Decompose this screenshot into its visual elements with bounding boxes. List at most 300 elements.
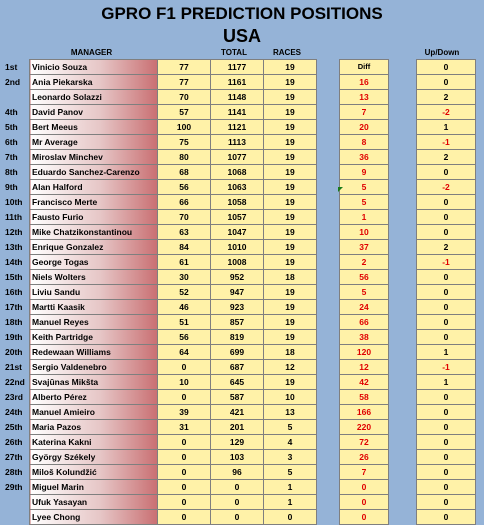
updown-header: Up/Down bbox=[424, 48, 460, 57]
updown-cell: 0 bbox=[417, 495, 476, 510]
race-points-cell: 66 bbox=[158, 195, 211, 210]
diff-cell: 66 bbox=[340, 315, 389, 330]
spacer bbox=[389, 375, 417, 390]
total-cell: 1057 bbox=[211, 210, 264, 225]
position-cell: 17th bbox=[5, 302, 23, 312]
diff-header-cell: Diff bbox=[340, 60, 389, 75]
total-cell: 1010 bbox=[211, 240, 264, 255]
spacer bbox=[389, 165, 417, 180]
race-points-cell: 0 bbox=[158, 435, 211, 450]
spacer bbox=[317, 315, 340, 330]
spacer bbox=[317, 375, 340, 390]
spacer bbox=[389, 270, 417, 285]
total-cell: 1141 bbox=[211, 105, 264, 120]
position-cell: 24th bbox=[5, 407, 23, 417]
race-points-cell: 80 bbox=[158, 150, 211, 165]
table-row bbox=[4, 405, 476, 420]
table-row bbox=[4, 90, 476, 105]
spacer bbox=[389, 90, 417, 105]
position-cell bbox=[4, 495, 30, 510]
spacer bbox=[389, 60, 417, 75]
spacer bbox=[317, 180, 340, 195]
races-cell: 19 bbox=[264, 150, 317, 165]
diff-cell: 0 bbox=[340, 495, 389, 510]
diff-cell: 72 bbox=[340, 435, 389, 450]
updown-cell: 0 bbox=[417, 420, 476, 435]
updown-cell: 0 bbox=[417, 165, 476, 180]
spacer bbox=[389, 495, 417, 510]
spacer bbox=[317, 210, 340, 225]
spacer bbox=[317, 405, 340, 420]
position-cell: 18th bbox=[5, 317, 23, 327]
table-row bbox=[4, 435, 476, 450]
table-row bbox=[4, 105, 476, 120]
updown-cell: 2 bbox=[417, 90, 476, 105]
diff-cell: 36 bbox=[340, 150, 389, 165]
updown-cell: 0 bbox=[417, 435, 476, 450]
updown-cell: 1 bbox=[417, 120, 476, 135]
total-cell: 699 bbox=[211, 345, 264, 360]
total-cell: 947 bbox=[211, 285, 264, 300]
spacer bbox=[389, 120, 417, 135]
diff-cell: 26 bbox=[340, 450, 389, 465]
updown-cell: 2 bbox=[417, 150, 476, 165]
manager-name-cell: Miroslav Minchev bbox=[30, 150, 158, 165]
table-row bbox=[4, 225, 476, 240]
spacer bbox=[317, 255, 340, 270]
page-subtitle: USA bbox=[222, 26, 261, 46]
manager-name-cell: Svajūnas Mikšta bbox=[30, 375, 158, 390]
updown-cell: 0 bbox=[417, 270, 476, 285]
spacer bbox=[389, 225, 417, 240]
spacer bbox=[317, 390, 340, 405]
total-cell: 0 bbox=[211, 480, 264, 495]
updown-cell: 0 bbox=[417, 510, 476, 525]
total-header: TOTAL bbox=[221, 48, 247, 57]
races-cell: 19 bbox=[264, 180, 317, 195]
spacer bbox=[389, 390, 417, 405]
spacer bbox=[389, 150, 417, 165]
updown-cell: 0 bbox=[417, 480, 476, 495]
manager-name-cell: Katerina Kakni bbox=[30, 435, 158, 450]
race-points-cell: 0 bbox=[158, 465, 211, 480]
updown-cell: 0 bbox=[417, 450, 476, 465]
spacer bbox=[317, 270, 340, 285]
table-row bbox=[4, 195, 476, 210]
manager-name-cell: Alan Halford bbox=[30, 180, 158, 195]
table-row bbox=[4, 480, 476, 495]
position-cell: 15th bbox=[5, 272, 23, 282]
races-header: RACES bbox=[272, 48, 301, 57]
races-cell: 19 bbox=[264, 300, 317, 315]
manager-header: MANAGER bbox=[70, 48, 113, 57]
table-row bbox=[4, 240, 476, 255]
table-row bbox=[4, 315, 476, 330]
manager-name-cell: Francisco Merte bbox=[30, 195, 158, 210]
spacer bbox=[389, 360, 417, 375]
races-cell: 19 bbox=[264, 195, 317, 210]
spacer bbox=[317, 195, 340, 210]
spacer bbox=[317, 240, 340, 255]
updown-cell: -2 bbox=[417, 105, 476, 120]
races-cell: 19 bbox=[264, 120, 317, 135]
table-row bbox=[4, 270, 476, 285]
manager-name-cell: Ufuk Yasayan bbox=[30, 495, 158, 510]
races-cell: 12 bbox=[264, 360, 317, 375]
total-cell: 0 bbox=[211, 510, 264, 525]
table-row bbox=[4, 450, 476, 465]
races-cell: 19 bbox=[264, 75, 317, 90]
table-row bbox=[4, 255, 476, 270]
manager-name-cell: Keith Partridge bbox=[30, 330, 158, 345]
race-points-cell: 70 bbox=[158, 90, 211, 105]
diff-cell: 7 bbox=[340, 465, 389, 480]
race-points-cell: 77 bbox=[158, 60, 211, 75]
diff-cell: 120 bbox=[340, 345, 389, 360]
diff-cell: 9 bbox=[340, 165, 389, 180]
manager-name-cell: Ania Piekarska bbox=[30, 75, 158, 90]
manager-name-cell: Mike Chatzikonstantinou bbox=[30, 225, 158, 240]
spacer bbox=[317, 165, 340, 180]
total-cell: 819 bbox=[211, 330, 264, 345]
race-points-cell: 31 bbox=[158, 420, 211, 435]
manager-name-cell: Liviu Sandu bbox=[30, 285, 158, 300]
races-cell: 19 bbox=[264, 285, 317, 300]
races-cell: 18 bbox=[264, 345, 317, 360]
cell-comment-marker bbox=[338, 187, 343, 192]
updown-cell: 2 bbox=[417, 240, 476, 255]
table-row bbox=[4, 165, 476, 180]
spacer bbox=[317, 105, 340, 120]
diff-cell: 16 bbox=[340, 75, 389, 90]
table-row bbox=[4, 495, 476, 510]
race-points-cell: 0 bbox=[158, 360, 211, 375]
diff-cell: 37 bbox=[340, 240, 389, 255]
table-row bbox=[4, 420, 476, 435]
manager-name-cell: Niels Wolters bbox=[30, 270, 158, 285]
races-cell: 5 bbox=[264, 465, 317, 480]
manager-name-cell: Redewaan Williams bbox=[30, 345, 158, 360]
spacer bbox=[389, 105, 417, 120]
manager-name-cell: Miguel Marin bbox=[30, 480, 158, 495]
position-cell: 11th bbox=[5, 212, 23, 222]
races-cell: 18 bbox=[264, 270, 317, 285]
total-cell: 645 bbox=[211, 375, 264, 390]
manager-name-cell: Enrique Gonzalez bbox=[30, 240, 158, 255]
diff-cell: 5 bbox=[340, 195, 389, 210]
race-points-cell: 0 bbox=[158, 510, 211, 525]
races-cell: 3 bbox=[264, 450, 317, 465]
spacer bbox=[389, 345, 417, 360]
position-cell: 6th bbox=[5, 137, 18, 147]
position-cell: 1st bbox=[5, 62, 18, 72]
position-cell bbox=[4, 90, 30, 105]
spacer bbox=[389, 450, 417, 465]
races-cell: 19 bbox=[264, 90, 317, 105]
races-cell: 19 bbox=[264, 255, 317, 270]
spacer bbox=[317, 150, 340, 165]
position-cell: 5th bbox=[5, 122, 18, 132]
diff-cell: 1 bbox=[340, 210, 389, 225]
manager-name-cell: Fausto Furio bbox=[30, 210, 158, 225]
updown-cell: 0 bbox=[417, 285, 476, 300]
diff-cell: 10 bbox=[340, 225, 389, 240]
races-cell: 10 bbox=[264, 390, 317, 405]
spacer bbox=[389, 480, 417, 495]
position-cell: 16th bbox=[5, 287, 23, 297]
total-cell: 1121 bbox=[211, 120, 264, 135]
table-row bbox=[4, 390, 476, 405]
spacer bbox=[317, 360, 340, 375]
spacer bbox=[389, 240, 417, 255]
races-cell: 19 bbox=[264, 105, 317, 120]
manager-name-cell: Lyee Chong bbox=[30, 510, 158, 525]
position-cell: 28th bbox=[5, 467, 23, 477]
total-cell: 923 bbox=[211, 300, 264, 315]
diff-cell: 0 bbox=[340, 510, 389, 525]
manager-name-cell: Maria Pazos bbox=[30, 420, 158, 435]
spacer bbox=[317, 465, 340, 480]
spacer bbox=[317, 330, 340, 345]
spacer bbox=[389, 315, 417, 330]
race-points-cell: 64 bbox=[158, 345, 211, 360]
total-cell: 1177 bbox=[211, 60, 264, 75]
position-cell: 25th bbox=[5, 422, 23, 432]
race-points-cell: 39 bbox=[158, 405, 211, 420]
races-cell: 19 bbox=[264, 315, 317, 330]
total-cell: 1113 bbox=[211, 135, 264, 150]
position-cell: 22nd bbox=[5, 377, 25, 387]
race-points-cell: 68 bbox=[158, 165, 211, 180]
spacer bbox=[389, 135, 417, 150]
diff-cell: 166 bbox=[340, 405, 389, 420]
updown-cell: 0 bbox=[417, 210, 476, 225]
race-points-cell: 0 bbox=[158, 480, 211, 495]
spacer bbox=[317, 225, 340, 240]
table-row bbox=[4, 330, 476, 345]
spacer bbox=[389, 300, 417, 315]
diff-cell: 8 bbox=[340, 135, 389, 150]
race-points-cell: 30 bbox=[158, 270, 211, 285]
table-row bbox=[4, 150, 476, 165]
spacer bbox=[317, 135, 340, 150]
manager-name-cell: Mr Average bbox=[30, 135, 158, 150]
race-points-cell: 56 bbox=[158, 180, 211, 195]
total-cell: 421 bbox=[211, 405, 264, 420]
updown-cell: 0 bbox=[417, 330, 476, 345]
diff-cell: 24 bbox=[340, 300, 389, 315]
races-cell: 4 bbox=[264, 435, 317, 450]
race-points-cell: 63 bbox=[158, 225, 211, 240]
spacer bbox=[389, 210, 417, 225]
race-points-cell: 51 bbox=[158, 315, 211, 330]
races-cell: 5 bbox=[264, 420, 317, 435]
diff-cell: 13 bbox=[340, 90, 389, 105]
races-cell: 19 bbox=[264, 210, 317, 225]
spacer bbox=[317, 60, 340, 75]
races-cell: 19 bbox=[264, 225, 317, 240]
position-cell: 26th bbox=[5, 437, 23, 447]
page-title: GPRO F1 PREDICTION POSITIONS bbox=[101, 4, 383, 23]
spacer bbox=[317, 75, 340, 90]
manager-name-cell: Martti Kaasik bbox=[30, 300, 158, 315]
position-cell: 7th bbox=[5, 152, 18, 162]
updown-cell: 1 bbox=[417, 375, 476, 390]
total-cell: 1063 bbox=[211, 180, 264, 195]
total-cell: 1058 bbox=[211, 195, 264, 210]
spacer bbox=[389, 180, 417, 195]
updown-cell: 0 bbox=[417, 315, 476, 330]
table-row bbox=[4, 180, 476, 195]
diff-cell: 5 bbox=[340, 285, 389, 300]
table-row bbox=[4, 120, 476, 135]
total-cell: 129 bbox=[211, 435, 264, 450]
total-cell: 952 bbox=[211, 270, 264, 285]
spacer bbox=[389, 285, 417, 300]
race-points-cell: 70 bbox=[158, 210, 211, 225]
position-cell: 14th bbox=[5, 257, 23, 267]
total-cell: 201 bbox=[211, 420, 264, 435]
total-cell: 1077 bbox=[211, 150, 264, 165]
table-row bbox=[4, 465, 476, 480]
races-cell: 19 bbox=[264, 375, 317, 390]
updown-cell: 0 bbox=[417, 60, 476, 75]
position-cell: 29th bbox=[5, 482, 23, 492]
spacer bbox=[389, 405, 417, 420]
total-cell: 0 bbox=[211, 495, 264, 510]
spacer bbox=[389, 195, 417, 210]
spacer bbox=[389, 510, 417, 525]
table-row bbox=[4, 135, 476, 150]
races-cell: 1 bbox=[264, 495, 317, 510]
spacer bbox=[317, 345, 340, 360]
race-points-cell: 52 bbox=[158, 285, 211, 300]
spacer bbox=[317, 90, 340, 105]
spacer bbox=[389, 255, 417, 270]
races-cell: 0 bbox=[264, 510, 317, 525]
table-row bbox=[4, 60, 476, 75]
position-cell: 2nd bbox=[5, 77, 21, 87]
spacer bbox=[317, 120, 340, 135]
position-cell: 27th bbox=[5, 452, 23, 462]
position-cell: 20th bbox=[5, 347, 23, 357]
position-cell: 4th bbox=[5, 107, 18, 117]
manager-name-cell: Vinicio Souza bbox=[30, 60, 158, 75]
races-cell: 19 bbox=[264, 330, 317, 345]
race-points-cell: 0 bbox=[158, 390, 211, 405]
race-points-cell: 56 bbox=[158, 330, 211, 345]
updown-cell: -1 bbox=[417, 255, 476, 270]
manager-name-cell: Manuel Reyes bbox=[30, 315, 158, 330]
updown-cell: 0 bbox=[417, 300, 476, 315]
spacer bbox=[389, 435, 417, 450]
updown-cell: -2 bbox=[417, 180, 476, 195]
table-row bbox=[4, 210, 476, 225]
total-cell: 587 bbox=[211, 390, 264, 405]
position-cell: 12th bbox=[5, 227, 23, 237]
updown-cell: 0 bbox=[417, 390, 476, 405]
races-cell: 1 bbox=[264, 480, 317, 495]
updown-cell: 0 bbox=[417, 75, 476, 90]
spacer bbox=[389, 420, 417, 435]
diff-cell: 220 bbox=[340, 420, 389, 435]
races-cell: 19 bbox=[264, 135, 317, 150]
position-cell: 21st bbox=[5, 362, 23, 372]
manager-name-cell: Sergio Valdenebro bbox=[30, 360, 158, 375]
updown-cell: -1 bbox=[417, 360, 476, 375]
manager-name-cell: Bert Meeus bbox=[30, 120, 158, 135]
table-row bbox=[4, 360, 476, 375]
spacer bbox=[317, 285, 340, 300]
spacer bbox=[317, 300, 340, 315]
updown-cell: 0 bbox=[417, 195, 476, 210]
race-points-cell: 61 bbox=[158, 255, 211, 270]
table-row bbox=[4, 375, 476, 390]
spacer bbox=[317, 420, 340, 435]
diff-cell: 58 bbox=[340, 390, 389, 405]
total-cell: 96 bbox=[211, 465, 264, 480]
standings-table bbox=[4, 59, 476, 525]
diff-cell: 56 bbox=[340, 270, 389, 285]
table-row bbox=[4, 345, 476, 360]
manager-name-cell: György Székely bbox=[30, 450, 158, 465]
diff-cell: 42 bbox=[340, 375, 389, 390]
diff-cell: 0 bbox=[340, 480, 389, 495]
manager-name-cell: David Panov bbox=[30, 105, 158, 120]
race-points-cell: 0 bbox=[158, 495, 211, 510]
total-cell: 687 bbox=[211, 360, 264, 375]
race-points-cell: 75 bbox=[158, 135, 211, 150]
position-cell: 13th bbox=[5, 242, 23, 252]
total-cell: 1008 bbox=[211, 255, 264, 270]
spacer bbox=[317, 450, 340, 465]
updown-cell: -1 bbox=[417, 135, 476, 150]
total-cell: 1161 bbox=[211, 75, 264, 90]
race-points-cell: 57 bbox=[158, 105, 211, 120]
manager-name-cell: Leonardo Solazzi bbox=[30, 90, 158, 105]
manager-name-cell: Manuel Amieiro bbox=[30, 405, 158, 420]
position-cell: 19th bbox=[5, 332, 23, 342]
position-cell: 23rd bbox=[5, 392, 23, 402]
manager-name-cell: Eduardo Sanchez-Carenzo bbox=[30, 165, 158, 180]
diff-cell: 38 bbox=[340, 330, 389, 345]
total-cell: 1047 bbox=[211, 225, 264, 240]
diff-cell: 7 bbox=[340, 105, 389, 120]
races-cell: 19 bbox=[264, 165, 317, 180]
total-cell: 1068 bbox=[211, 165, 264, 180]
spacer bbox=[317, 435, 340, 450]
spacer bbox=[389, 75, 417, 90]
race-points-cell: 84 bbox=[158, 240, 211, 255]
total-cell: 857 bbox=[211, 315, 264, 330]
races-cell: 13 bbox=[264, 405, 317, 420]
updown-cell: 1 bbox=[417, 345, 476, 360]
table-row bbox=[4, 75, 476, 90]
table-row bbox=[4, 300, 476, 315]
spacer bbox=[317, 495, 340, 510]
updown-cell: 0 bbox=[417, 405, 476, 420]
diff-cell: 20 bbox=[340, 120, 389, 135]
spacer bbox=[389, 465, 417, 480]
position-cell: 9th bbox=[5, 182, 18, 192]
race-points-cell: 100 bbox=[158, 120, 211, 135]
spacer bbox=[317, 480, 340, 495]
manager-name-cell: George Togas bbox=[30, 255, 158, 270]
updown-cell: 0 bbox=[417, 225, 476, 240]
diff-cell: 2 bbox=[340, 255, 389, 270]
position-cell bbox=[4, 510, 30, 525]
table-row bbox=[4, 510, 476, 525]
